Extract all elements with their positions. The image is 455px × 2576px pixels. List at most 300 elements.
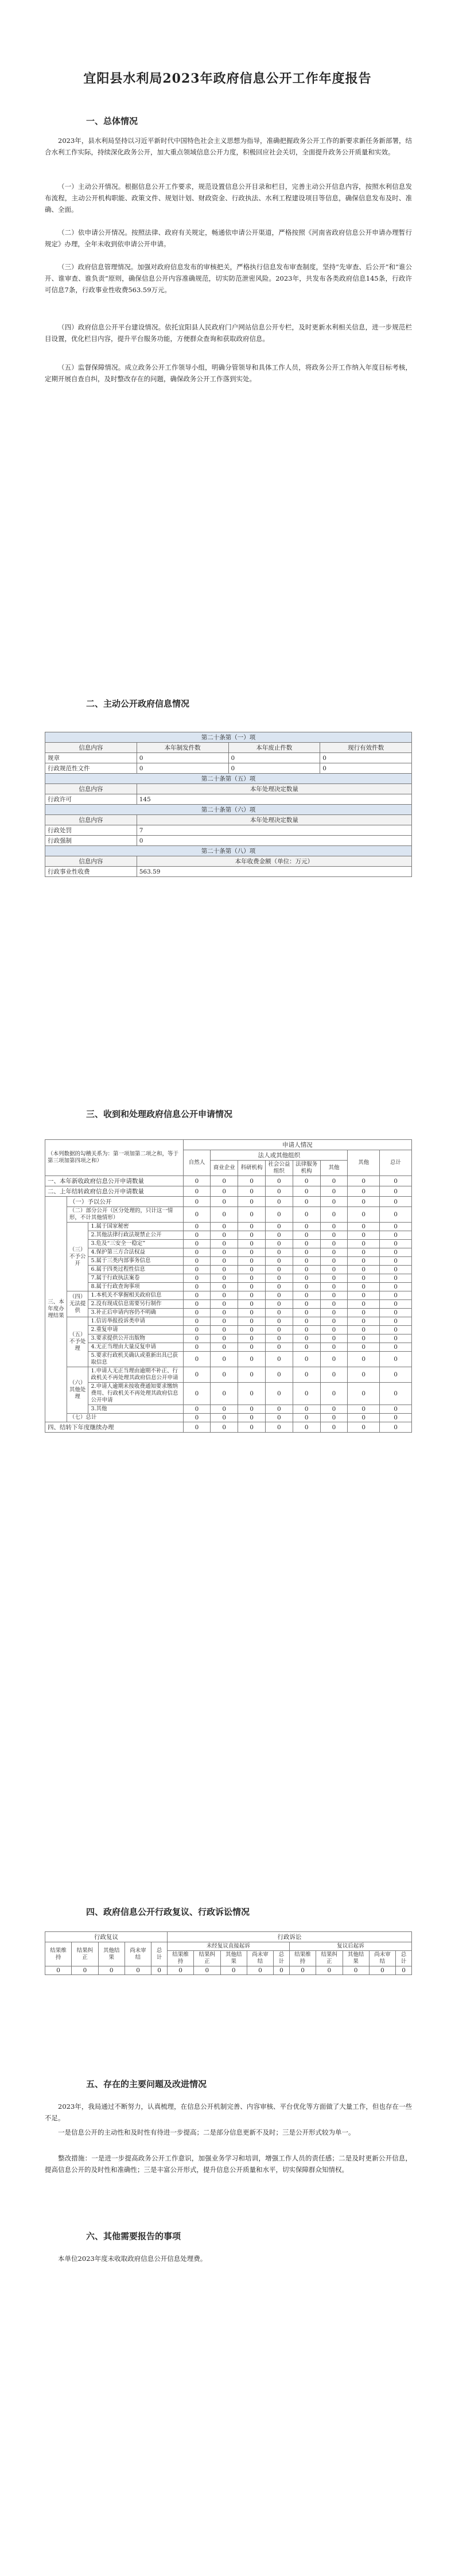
- count-cell: 0: [265, 1274, 293, 1283]
- count-cell: 0: [293, 1257, 320, 1266]
- cell: 行政许可: [45, 794, 137, 805]
- count-cell: 0: [211, 1231, 238, 1240]
- count-cell: 0: [183, 1383, 211, 1405]
- table-row: [45, 1414, 412, 1422]
- count-cell: 0: [293, 1274, 320, 1283]
- table-row: [45, 1283, 412, 1291]
- count-cell: 0: [289, 1966, 316, 1975]
- application-table: [45, 1139, 412, 1433]
- table-row: [45, 1422, 412, 1433]
- count-cell: 0: [238, 1422, 266, 1433]
- count-cell: 0: [183, 1266, 211, 1274]
- count-cell: 0: [316, 1966, 343, 1975]
- s1-para-0: 2023年，县水利局坚持以习近平新时代中国特色社会主义思想为指导，准确把握政务公开工作的新要求新任务新部署，结合水利工作实际，持续深化政务公开，加大重点领域信息公开力度，积极回应社会关切，全面提升政务公开质量和实效。: [45, 137, 412, 156]
- col-header: 总计: [151, 1942, 168, 1966]
- count-cell: 0: [265, 1352, 293, 1367]
- count-cell: 0: [238, 1197, 266, 1207]
- count-cell: 0: [238, 1352, 266, 1367]
- count-cell: 0: [265, 1176, 293, 1186]
- count-cell: 0: [265, 1334, 293, 1343]
- count-cell: 0: [183, 1422, 211, 1433]
- cell: 0: [137, 753, 228, 763]
- count-cell: 0: [380, 1176, 412, 1186]
- count-cell: 0: [348, 1223, 380, 1231]
- count-cell: 0: [220, 1966, 247, 1975]
- count-cell: 0: [320, 1352, 348, 1367]
- count-cell: 0: [238, 1334, 266, 1343]
- count-cell: 0: [183, 1248, 211, 1257]
- col-header: 社会公益组织: [265, 1161, 293, 1176]
- col-header: 结果维持: [45, 1942, 72, 1966]
- col-header: 结果维持: [167, 1951, 193, 1966]
- count-cell: 0: [320, 1266, 348, 1274]
- count-cell: 0: [211, 1186, 238, 1197]
- section-4-heading: 四、政府信息公开行政复议、行政诉讼情况: [86, 1907, 250, 1917]
- cell: 规章: [45, 753, 137, 763]
- count-cell: 0: [293, 1176, 320, 1186]
- count-cell: 0: [380, 1367, 412, 1383]
- t3-header: 信息内容: [45, 815, 137, 825]
- count-cell: 0: [396, 1966, 412, 1975]
- count-cell: 0: [293, 1326, 320, 1334]
- count-cell: 0: [265, 1317, 293, 1326]
- count-cell: 0: [183, 1240, 211, 1248]
- buyu-label: （三）不予公开: [67, 1223, 88, 1291]
- count-cell: 0: [238, 1231, 266, 1240]
- count-cell: 0: [211, 1309, 238, 1317]
- count-cell: 0: [183, 1414, 211, 1422]
- count-cell: 0: [238, 1383, 266, 1405]
- count-cell: 0: [265, 1186, 293, 1197]
- col-header: 商业企业: [211, 1161, 238, 1176]
- row-label: 4.无正当理由大量反复申请: [88, 1343, 183, 1352]
- count-cell: 0: [348, 1207, 380, 1223]
- count-cell: 0: [211, 1240, 238, 1248]
- count-cell: 0: [320, 1207, 348, 1223]
- row-label: 7.属于行政执法案卷: [88, 1274, 183, 1283]
- count-cell: 0: [320, 1414, 348, 1422]
- t1-header: 本年制发件数: [137, 743, 228, 753]
- count-cell: 0: [211, 1274, 238, 1283]
- col-header: 结果维持: [289, 1951, 316, 1966]
- count-cell: 0: [194, 1966, 220, 1975]
- count-cell: 0: [348, 1240, 380, 1248]
- table-row: [45, 867, 412, 877]
- col-header: 其他结果: [343, 1951, 369, 1966]
- count-cell: 0: [238, 1414, 266, 1422]
- col-header: 尚未审结: [247, 1951, 273, 1966]
- buyu-chuli-label: （五）不予处理: [67, 1317, 88, 1367]
- count-cell: 0: [348, 1257, 380, 1266]
- count-cell: 0: [293, 1291, 320, 1300]
- row-label: 4.保护第三方合法权益: [88, 1248, 183, 1257]
- table-row: [45, 1317, 412, 1326]
- count-cell: 0: [320, 1383, 348, 1405]
- col-header: 其他结果: [220, 1951, 247, 1966]
- count-cell: 0: [380, 1197, 412, 1207]
- count-cell: 0: [320, 1326, 348, 1334]
- after-review-header: 复议后起诉: [289, 1942, 411, 1951]
- count-cell: 0: [293, 1207, 320, 1223]
- col-header: 尚未审结: [369, 1951, 395, 1966]
- cell: 0: [228, 753, 320, 763]
- count-cell: 0: [265, 1266, 293, 1274]
- table-row: [45, 1248, 412, 1257]
- count-cell: 0: [183, 1291, 211, 1300]
- count-cell: 0: [380, 1309, 412, 1317]
- count-cell: 0: [293, 1317, 320, 1326]
- count-cell: 0: [348, 1274, 380, 1283]
- wufa-label: （四）无法提供: [67, 1291, 88, 1317]
- count-cell: 0: [238, 1300, 266, 1309]
- count-cell: 0: [348, 1186, 380, 1197]
- count-cell: 0: [343, 1966, 369, 1975]
- t2-header: 本年处理决定数量: [137, 784, 411, 794]
- count-cell: 0: [348, 1352, 380, 1367]
- count-cell: 0: [183, 1317, 211, 1326]
- count-cell: 0: [320, 1422, 348, 1433]
- table-row: [45, 1300, 412, 1309]
- count-cell: 0: [380, 1383, 412, 1405]
- col-header: 结果纠正: [316, 1951, 343, 1966]
- table-row: [45, 1309, 412, 1317]
- count-cell: 0: [369, 1966, 395, 1975]
- count-cell: 0: [265, 1367, 293, 1383]
- count-cell: 0: [320, 1300, 348, 1309]
- count-cell: 0: [293, 1414, 320, 1422]
- row-label: （二）部分公开（区分处理的，只计这一情形，不计其他情形）: [67, 1207, 183, 1223]
- row-label: 1.申请人无正当理由逾期不补正、行政机关不再处理其政府信息公开申请: [88, 1367, 183, 1383]
- count-cell: 0: [380, 1274, 412, 1283]
- s1-para-4: （四）政府信息公开平台建设情况。依托宜阳县人民政府门户网站信息公开专栏，及时更新水利相关信息，进一步规范栏目设置，优化栏目内容，提升平台服务功能，方便群众查询和获取政府信息。: [45, 323, 412, 343]
- s1-para-2: （二）依申请公开情况。按照法律、政府有关规定，畅通依申请公开渠道，严格按照《河南省政府信息公开申请办理暂行规定》办理，全年未收到依申请公开申请。: [45, 228, 412, 248]
- t1-header: 本年废止件数: [228, 743, 320, 753]
- t1-header: 信息内容: [45, 743, 137, 753]
- table-row: [45, 1343, 412, 1352]
- count-cell: 0: [211, 1422, 238, 1433]
- col-header: 科研机构: [238, 1161, 266, 1176]
- count-cell: 0: [238, 1343, 266, 1352]
- cell: 7: [137, 825, 411, 836]
- count-cell: 0: [238, 1291, 266, 1300]
- count-cell: 0: [320, 1176, 348, 1186]
- table-row: [45, 1186, 412, 1197]
- count-cell: 0: [238, 1317, 266, 1326]
- count-cell: 0: [293, 1300, 320, 1309]
- count-cell: 0: [125, 1966, 151, 1975]
- count-cell: 0: [293, 1383, 320, 1405]
- row-label: 1.信访举报投诉类申请: [88, 1317, 183, 1326]
- table-row: [45, 1176, 412, 1186]
- count-cell: 0: [348, 1248, 380, 1257]
- table-row: [45, 1266, 412, 1274]
- t3-header: 本年处理决定数量: [137, 815, 411, 825]
- row-label: 2.其他法律行政法规禁止公开: [88, 1231, 183, 1240]
- cell: 0: [137, 763, 228, 774]
- count-cell: 0: [320, 1283, 348, 1291]
- t4-header: 本年收费金额（单位：万元）: [137, 856, 411, 867]
- s1-para-5: （五）监督保障情况。成立政务公开工作领导小组，明确分管领导和具体工作人员，将政务公开工作纳入年度目标考核，定期开展自查自纠，及时整改存在的问题，确保政务公开工作落到实处。: [45, 363, 412, 383]
- count-cell: 0: [380, 1352, 412, 1367]
- count-cell: 0: [238, 1207, 266, 1223]
- count-cell: 0: [348, 1343, 380, 1352]
- row-label: 四、结转下年度继续办理: [45, 1422, 184, 1433]
- col-header: 结果纠正: [194, 1951, 220, 1966]
- table-row: [45, 1291, 412, 1300]
- col-header: 总计: [274, 1951, 290, 1966]
- row-label: （一）予以公开: [67, 1197, 183, 1207]
- applicant-header: 申请人情况: [183, 1140, 411, 1150]
- count-cell: 0: [211, 1291, 238, 1300]
- count-cell: 0: [211, 1176, 238, 1186]
- row-label: 2.没有现成信息需要另行制作: [88, 1300, 183, 1309]
- s5-para-1: 一是信息公开的主动性和及时性有待进一步提高；二是部分信息更新不及时；三是公开形式较为单一。: [58, 2128, 355, 2136]
- row-label: 二、上年结转政府信息公开申请数量: [45, 1186, 184, 1197]
- count-cell: 0: [348, 1317, 380, 1326]
- count-cell: 0: [320, 1248, 348, 1257]
- count-cell: 0: [238, 1283, 266, 1291]
- count-cell: 0: [320, 1231, 348, 1240]
- t2-band: 第二十条第（五）项: [45, 774, 412, 784]
- count-cell: 0: [293, 1343, 320, 1352]
- count-cell: 0: [265, 1300, 293, 1309]
- count-cell: 0: [348, 1422, 380, 1433]
- count-cell: 0: [265, 1223, 293, 1231]
- count-cell: 0: [211, 1300, 238, 1309]
- cell: 行政事业性收费: [45, 867, 137, 877]
- count-cell: 0: [183, 1405, 211, 1414]
- report-title: 宜阳县水利局2023年政府信息公开工作年度报告: [83, 71, 372, 86]
- count-cell: 0: [238, 1248, 266, 1257]
- count-cell: 0: [380, 1300, 412, 1309]
- count-cell: 0: [183, 1274, 211, 1283]
- col-header: 其他: [320, 1161, 348, 1176]
- count-cell: 0: [265, 1257, 293, 1266]
- section-6-heading: 六、其他需要报告的事项: [86, 2231, 181, 2241]
- count-cell: 0: [211, 1405, 238, 1414]
- table-row: [45, 1197, 412, 1207]
- cell: 563.59: [137, 867, 411, 877]
- count-cell: 0: [380, 1223, 412, 1231]
- count-cell: 0: [265, 1291, 293, 1300]
- count-cell: 0: [183, 1176, 211, 1186]
- count-cell: 0: [183, 1367, 211, 1383]
- count-cell: 0: [380, 1257, 412, 1266]
- count-cell: 0: [183, 1309, 211, 1317]
- count-cell: 0: [72, 1966, 98, 1975]
- count-cell: 0: [238, 1367, 266, 1383]
- s5-para-2: 整改措施：一是进一步提高政务公开工作意识，加强业务学习和培训，增强工作人员的责任感；二是及时更新公开信息，提高信息公开的及时性和准确性；三是丰富公开形式，提升信息公开质量和水平，切实保障群众知情权。: [45, 2154, 412, 2174]
- count-cell: 0: [183, 1283, 211, 1291]
- s5-para-0: 2023年，我局通过不断努力，认真梳理，在信息公开机制完善、内容审核、平台优化等方面做了大量工作，但也存在一些不足。: [45, 2102, 412, 2122]
- count-cell: 0: [183, 1207, 211, 1223]
- count-cell: 0: [293, 1248, 320, 1257]
- count-cell: 0: [238, 1405, 266, 1414]
- count-cell: 0: [320, 1240, 348, 1248]
- count-cell: 0: [293, 1309, 320, 1317]
- count-cell: 0: [247, 1966, 273, 1975]
- count-cell: 0: [293, 1283, 320, 1291]
- table-row: [45, 1207, 412, 1223]
- count-cell: 0: [348, 1367, 380, 1383]
- table-row: [45, 794, 412, 805]
- count-cell: 0: [265, 1248, 293, 1257]
- count-cell: 0: [380, 1343, 412, 1352]
- section-1-heading: 一、总体情况: [86, 116, 138, 126]
- legal-entity-header: 法人或其他组织: [211, 1150, 348, 1161]
- count-cell: 0: [380, 1240, 412, 1248]
- review-header: 行政复议: [45, 1932, 168, 1942]
- count-cell: 0: [380, 1186, 412, 1197]
- count-cell: 0: [183, 1352, 211, 1367]
- cell: 0: [320, 753, 412, 763]
- cell: 0: [320, 763, 412, 774]
- review-litigation-table: [45, 1931, 412, 1975]
- count-cell: 0: [348, 1300, 380, 1309]
- count-cell: 0: [293, 1266, 320, 1274]
- count-cell: 0: [238, 1176, 266, 1186]
- table-row: [45, 1274, 412, 1283]
- count-cell: 0: [293, 1186, 320, 1197]
- t1-band: 第二十条第（一）项: [45, 732, 412, 743]
- row-label: 3.危及“三安全一稳定”: [88, 1240, 183, 1248]
- count-cell: 0: [183, 1197, 211, 1207]
- table-row: [45, 753, 412, 763]
- count-cell: 0: [211, 1383, 238, 1405]
- count-cell: 0: [348, 1283, 380, 1291]
- count-cell: 0: [320, 1186, 348, 1197]
- count-cell: 0: [348, 1414, 380, 1422]
- count-cell: 0: [380, 1291, 412, 1300]
- cell: 0: [137, 836, 411, 846]
- count-cell: 0: [320, 1334, 348, 1343]
- count-cell: 0: [183, 1300, 211, 1309]
- section-5-heading: 五、存在的主要问题及改进情况: [86, 2079, 207, 2089]
- row-label: 8.属于行政查询事项: [88, 1283, 183, 1291]
- corner-note: （本列数据的勾稽关系为：第一项加第二项之和，等于第三项加第四项之和）: [45, 1140, 184, 1176]
- count-cell: 0: [183, 1186, 211, 1197]
- section-3-heading: 三、收到和处理政府信息公开申请情况: [86, 1109, 233, 1119]
- count-cell: 0: [380, 1317, 412, 1326]
- count-cell: 0: [348, 1334, 380, 1343]
- count-cell: 0: [183, 1326, 211, 1334]
- count-cell: 0: [293, 1405, 320, 1414]
- count-cell: 0: [380, 1283, 412, 1291]
- count-cell: 0: [265, 1326, 293, 1334]
- count-cell: 0: [183, 1334, 211, 1343]
- count-cell: 0: [320, 1291, 348, 1300]
- count-cell: 0: [211, 1326, 238, 1334]
- count-cell: 0: [265, 1197, 293, 1207]
- count-cell: 0: [211, 1352, 238, 1367]
- natural-person-header: 自然人: [183, 1150, 211, 1176]
- count-cell: 0: [348, 1383, 380, 1405]
- count-cell: 0: [98, 1966, 125, 1975]
- cell: 行政规范性文件: [45, 763, 137, 774]
- count-cell: 0: [380, 1326, 412, 1334]
- count-cell: 0: [320, 1309, 348, 1317]
- count-cell: 0: [380, 1334, 412, 1343]
- count-cell: 0: [274, 1966, 290, 1975]
- count-cell: 0: [211, 1248, 238, 1257]
- active-disclosure-table: [45, 732, 412, 877]
- table-row: [45, 1326, 412, 1334]
- count-cell: 0: [380, 1248, 412, 1257]
- count-cell: 0: [238, 1266, 266, 1274]
- count-cell: 0: [265, 1414, 293, 1422]
- s1-para-1: （一）主动公开情况。根据信息公开工作要求，规范设置信息公开目录和栏目，完善主动公开信息内容，按照水利信息发布流程，主动公开机构职能、政策文件、规划计划、财政资金、行政执法、水利工程建设项目等信息，确保信息发布及时、准确、全面。: [45, 183, 412, 214]
- count-cell: 0: [265, 1231, 293, 1240]
- s6-para-0: 本单位2023年度未收取政府信息公开信息处理费。: [58, 2255, 207, 2263]
- count-cell: 0: [320, 1317, 348, 1326]
- count-cell: 0: [348, 1176, 380, 1186]
- result-group-label: 三、本年度办理结果: [45, 1197, 67, 1422]
- count-cell: 0: [211, 1207, 238, 1223]
- count-cell: 0: [348, 1326, 380, 1334]
- row-label: 5.属于三类内部事务信息: [88, 1257, 183, 1266]
- count-cell: 0: [211, 1343, 238, 1352]
- table-row: [45, 1352, 412, 1367]
- count-cell: 0: [293, 1422, 320, 1433]
- count-cell: 0: [380, 1405, 412, 1414]
- count-cell: 0: [238, 1309, 266, 1317]
- count-cell: 0: [238, 1223, 266, 1231]
- count-cell: 0: [320, 1274, 348, 1283]
- count-cell: 0: [348, 1231, 380, 1240]
- s1-para-3: （三）政府信息管理情况。加强对政府信息发布的审核把关，严格执行信息发布审查制度，坚持“先审查、后公开”和“谁公开、谁审查、谁负责”原则，确保信息公开内容准确规范，切实防范泄密风险。2023年，共发布各类政府信息145条，行政许可信息7条，行政事业性收费563.59万元。: [45, 263, 412, 294]
- count-cell: 0: [167, 1966, 193, 1975]
- count-cell: 0: [211, 1367, 238, 1383]
- count-cell: 0: [211, 1223, 238, 1231]
- count-cell: 0: [183, 1231, 211, 1240]
- table-row: [45, 825, 412, 836]
- row-label: 3.要求提供公开出版物: [88, 1334, 183, 1343]
- count-cell: 0: [211, 1414, 238, 1422]
- count-cell: 0: [265, 1240, 293, 1248]
- cell: 145: [137, 794, 411, 805]
- count-cell: 0: [183, 1343, 211, 1352]
- row-label: 2.申请人逾期未按收费通知要求缴纳费用、行政机关不再处理其政府信息公开申请: [88, 1383, 183, 1405]
- row-label: 2.重复申请: [88, 1326, 183, 1334]
- count-cell: 0: [211, 1197, 238, 1207]
- count-cell: 0: [211, 1334, 238, 1343]
- count-cell: 0: [265, 1343, 293, 1352]
- count-cell: 0: [348, 1309, 380, 1317]
- row-label: 6.属于四类过程性信息: [88, 1266, 183, 1274]
- count-cell: 0: [293, 1223, 320, 1231]
- row-label: 1.本机关不掌握相关政府信息: [88, 1291, 183, 1300]
- row-label: 3.其他: [88, 1405, 183, 1414]
- count-cell: 0: [238, 1326, 266, 1334]
- count-cell: 0: [265, 1207, 293, 1223]
- count-cell: 0: [320, 1223, 348, 1231]
- t4-header: 信息内容: [45, 856, 137, 867]
- count-cell: 0: [320, 1257, 348, 1266]
- count-cell: 0: [293, 1334, 320, 1343]
- table-row: [45, 1223, 412, 1231]
- count-cell: 0: [320, 1343, 348, 1352]
- count-cell: 0: [238, 1274, 266, 1283]
- table-row: [45, 1240, 412, 1248]
- count-cell: 0: [380, 1266, 412, 1274]
- table-row: [45, 1405, 412, 1414]
- table-row: [45, 1231, 412, 1240]
- col-header: 尚未审结: [125, 1942, 151, 1966]
- not-reviewed-header: 未经复议直接起诉: [167, 1942, 289, 1951]
- col-header: 法律服务机构: [293, 1161, 320, 1176]
- t3-band: 第二十条第（六）项: [45, 805, 412, 815]
- count-cell: 0: [265, 1383, 293, 1405]
